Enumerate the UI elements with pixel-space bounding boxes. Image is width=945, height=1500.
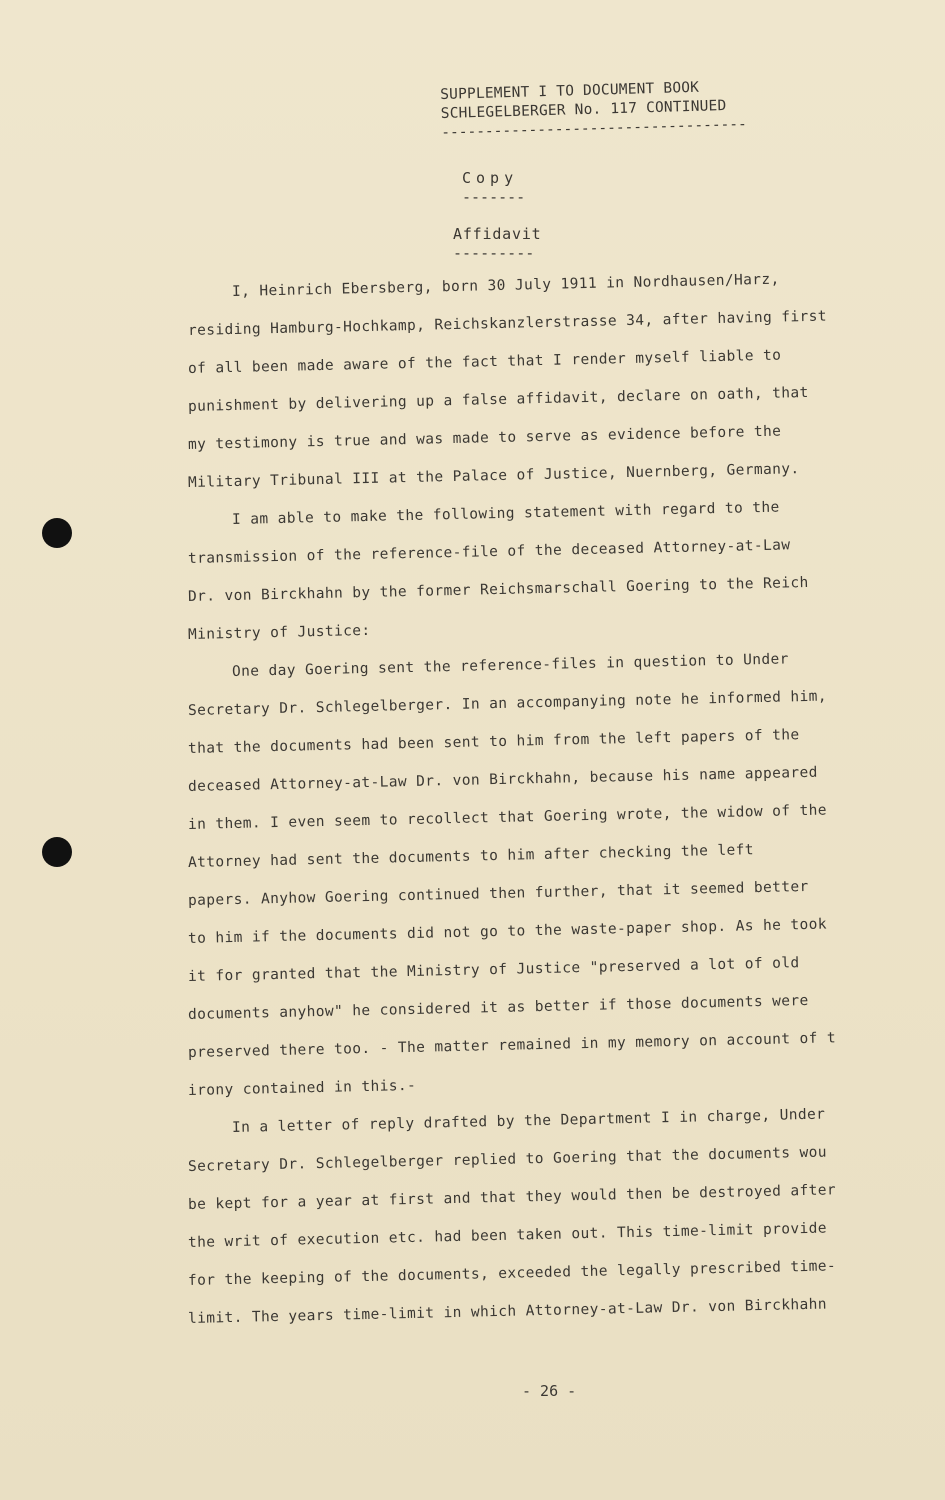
copy-underline: ------- [462,188,526,206]
body-line: papers. Anyhow Goering continued then further, that it seemed better [187,878,809,909]
body-line: Dr. von Birckhahn by the former Reichsmarschall Goering to the Reich [187,574,809,605]
body-line: residing Hamburg-Hochkamp, Reichskanzlerstrasse 34, after having first [187,308,828,339]
body-line: my testimony is true and was made to serve as evidence before the [187,423,782,453]
punch-hole [42,518,72,548]
affidavit-body [187,271,908,1338]
body-line: limit. The years time-limit in which Attorney-at-Law Dr. von Birckhahn [187,1296,828,1327]
document-header [440,77,747,143]
punch-hole [42,837,72,867]
header-rule: ----------------------------------- [441,116,747,141]
body-line: Secretary Dr. Schlegelberger. In an accompanying note he informed him, [187,688,828,719]
body-line: Military Tribunal III at the Palace of Justice, Nuernberg, Germany. [187,461,800,491]
body-line: I am able to make the following statement with regard to the [231,499,780,528]
body-line: Attorney had sent the documents to him after checking the left [187,842,755,871]
body-line: punishment by delivering up a false affidavit, declare on oath, that [187,384,809,415]
header-line-2: SCHLEGELBERGER No. 117 CONTINUED [440,98,727,122]
body-line: irony contained in this.- [187,1077,417,1099]
body-line: transmission of the reference-file of the deceased Attorney-at-Law [187,537,791,567]
body-line: in them. I even seem to recollect that Goering wrote, the widow of the [187,802,828,833]
affidavit-underline: --------- [453,244,535,262]
body-line: I, Heinrich Ebersberg, born 30 July 1911 in Nordhausen/Harz, [231,271,780,300]
body-line: documents anyhow" he considered it as better if those documents were [187,992,809,1023]
page-number: - 26 - [522,1382,577,1400]
body-line: of all been made aware of the fact that I render myself liable to [187,347,782,377]
body-line: it for granted that the Ministry of Justice "preserved a lot of old [187,955,800,985]
body-line: Ministry of Justice: [187,622,371,643]
affidavit-heading: Affidavit [453,225,542,243]
body-line: preserved there too. - The matter remained in my memory on account of t [187,1030,837,1061]
body-line: the writ of execution etc. had been taken out. This time-limit provide [187,1220,828,1251]
body-line: deceased Attorney-at-Law Dr. von Birckhahn, because his name appeared [187,764,818,795]
body-line: that the documents had been sent to him from the left papers of the [187,727,800,757]
body-line: be kept for a year at first and that they would then be destroyed after [187,1182,837,1213]
body-line: to him if the documents did not go to the waste-paper shop. As he took [187,916,828,947]
body-line: One day Goering sent the reference-files in question to Under [231,651,789,680]
copy-heading: Copy [462,169,519,187]
body-line: Secretary Dr. Schlegelberger replied to Goering that the documents wou [187,1144,828,1175]
body-line: for the keeping of the documents, exceeded the legally prescribed time- [187,1258,837,1289]
body-line: In a letter of reply drafted by the Department I in charge, Under [231,1106,826,1136]
header-line-1: SUPPLEMENT I TO DOCUMENT BOOK [440,79,700,103]
